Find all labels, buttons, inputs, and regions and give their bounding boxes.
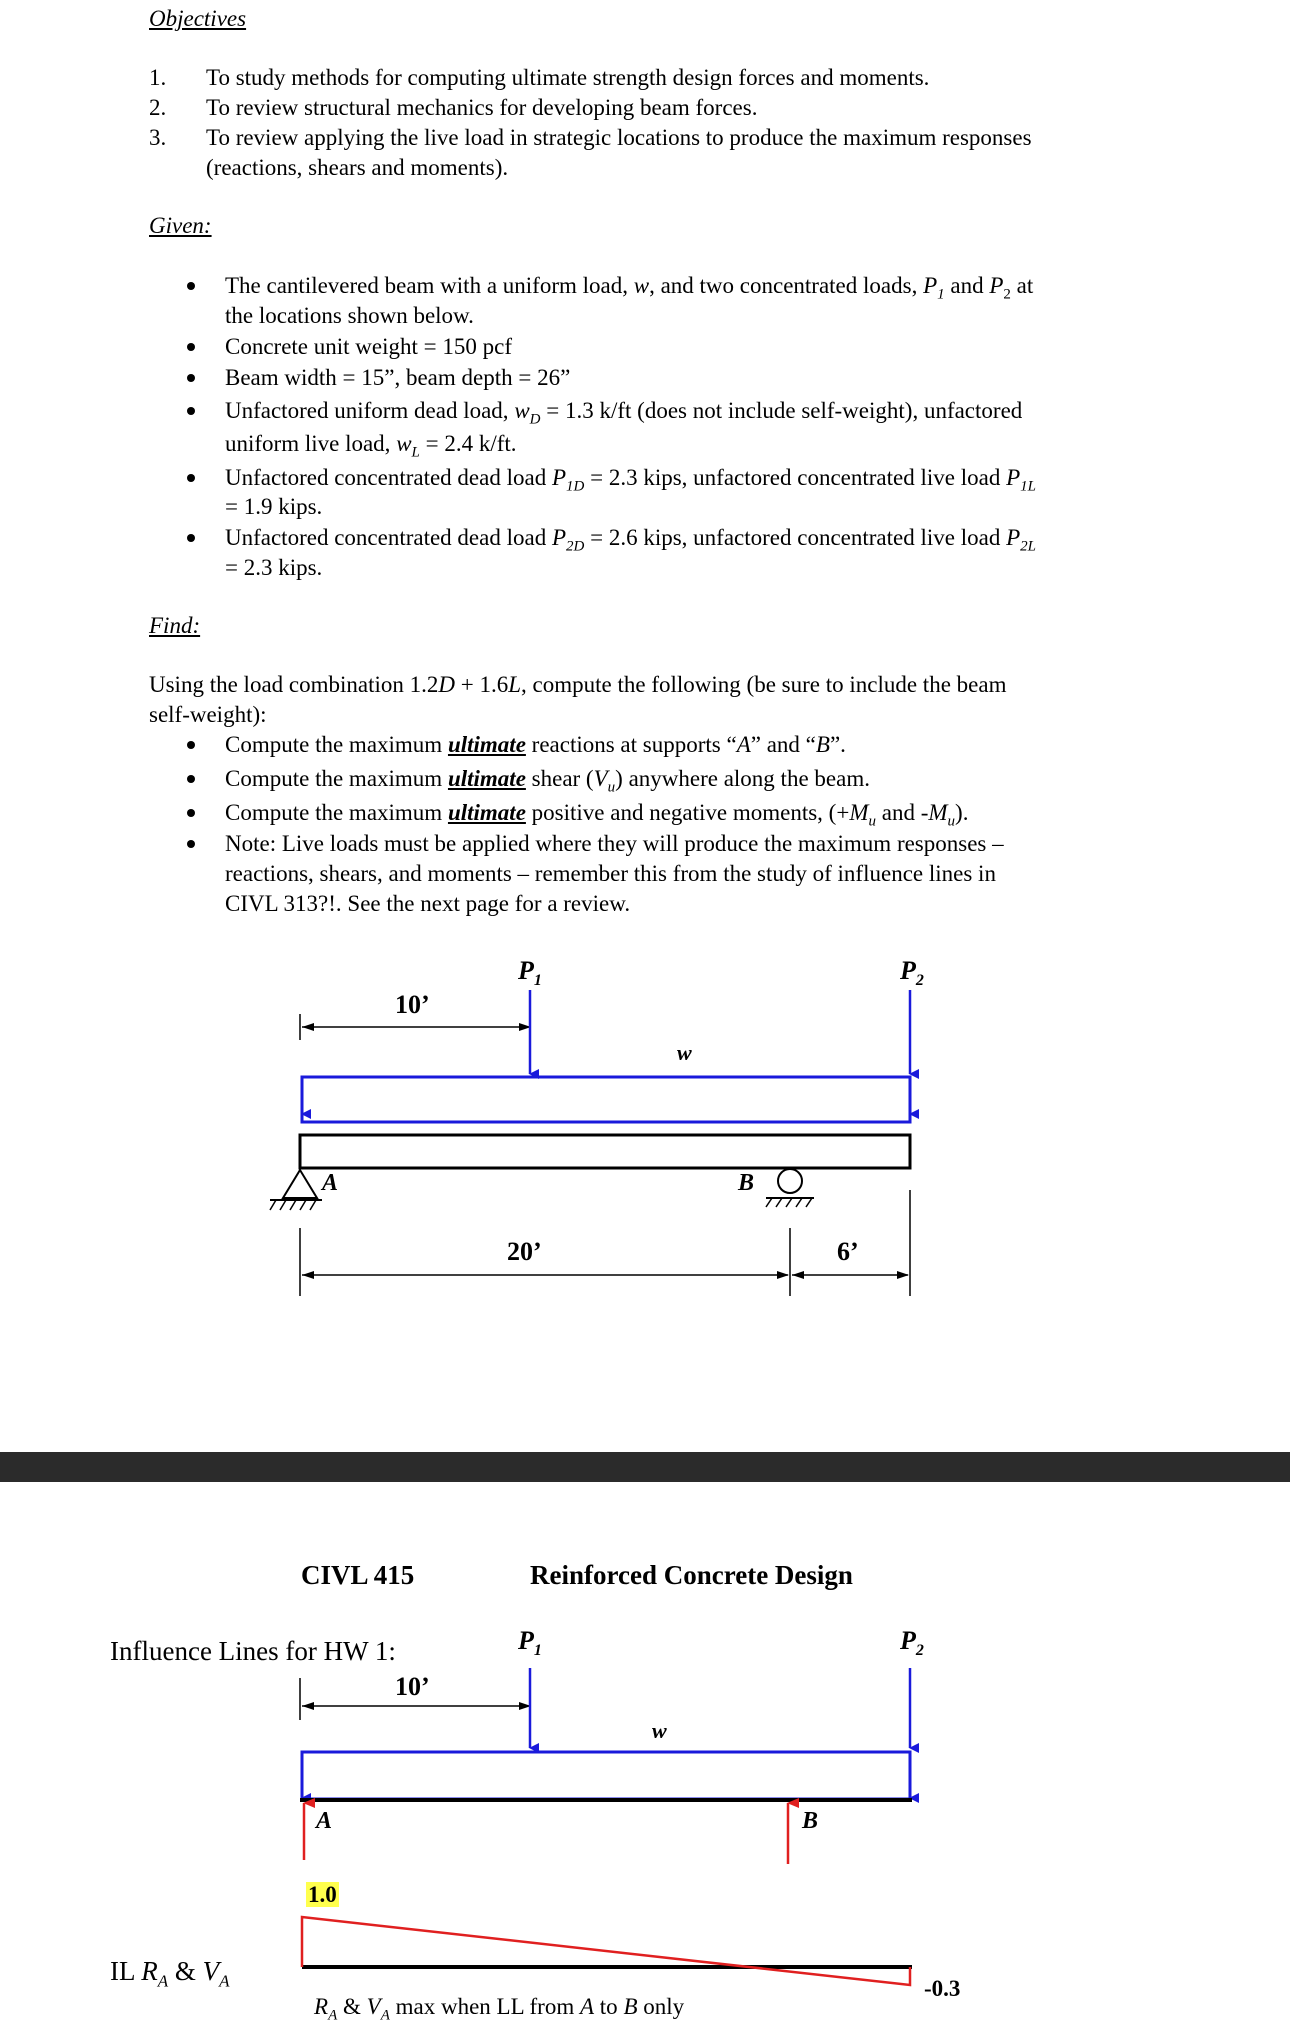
dimension-10ft-label-page2: 10’ <box>395 1672 430 1701</box>
find-item-note-continued: CIVL 313?!. See the next page for a review. <box>225 891 631 916</box>
objective-text-continued: (reactions, shears and moments). <box>206 155 509 180</box>
objective-number: 1. <box>149 65 167 90</box>
given-item-beam-continued: the locations shown below. <box>225 303 474 328</box>
p2-label: $P_2$ <box>900 956 924 990</box>
given-item-p2-loads: Unfactored concentrated dead load $P_{2D} = 2.6$ kips, unfactored concentrated live load $P_{2L}$ <box>225 525 1036 555</box>
roller-support-b-icon <box>766 1169 814 1207</box>
find-heading: Find: <box>149 613 201 638</box>
objective-text: To review applying the live load in strategic locations to produce the maximum responses <box>206 125 1032 150</box>
beam <box>300 1135 910 1168</box>
page-divider <box>0 1452 1290 1482</box>
objective-text: To study methods for computing ultimate strength design forces and moments. <box>206 65 930 90</box>
support-a-label: A <box>322 1170 339 1196</box>
il-value-neg: -0.3 <box>924 1976 961 2001</box>
given-item-uniform-loads: Unfactored uniform dead load, $w_D = 1.3$ k/ft (does not include self-weight), unfactored <box>225 398 1023 428</box>
given-item-uniform-loads-continued: uniform live load, $w_L = 2.4$ k/ft. <box>225 431 517 461</box>
il-note: $R_A$ & $V_A$ max when LL from A to B only <box>314 1994 685 2024</box>
given-item-unit-weight: Concrete unit weight = 150 pcf <box>225 334 512 359</box>
objectives-heading: Objectives <box>149 6 247 31</box>
find-item-shear: Compute the maximum ultimate shear $(V_u)$ anywhere along the beam. <box>225 766 870 796</box>
pin-support-a-icon <box>270 1170 322 1210</box>
uniform-load-w-label: w <box>677 1040 692 1065</box>
p1-label-page2: $P_1$ <box>518 1626 542 1660</box>
given-item-p1-loads-continued: = 1.9 kips. <box>225 494 323 519</box>
dimension-20ft <box>300 1228 788 1296</box>
find-item-note-continued: reactions, shears, and moments – remember this from the study of influence lines in <box>225 861 996 886</box>
p1-label: $P_1$ <box>518 956 542 990</box>
il-value-1: 1.0 <box>308 1882 337 1907</box>
p2-label-page2: $P_2$ <box>900 1626 924 1660</box>
given-item-beam: The cantilevered beam with a uniform load, w, and two concentrated loads, $P_1$ and $P_2$ at <box>225 273 1034 303</box>
dimension-20ft-label: 20’ <box>507 1237 542 1266</box>
influence-lines-title: Influence Lines for HW 1: <box>110 1636 396 1666</box>
influence-line-ra <box>302 1917 912 1985</box>
find-item-reactions: Compute the maximum ultimate reactions at supports “A” and “B”. <box>225 732 846 757</box>
uniform-load-w-label-page2: w <box>652 1718 667 1743</box>
find-item-note: Note: Live loads must be applied where they will produce the maximum responses – <box>225 831 1004 856</box>
support-b-label-page2: B <box>802 1808 819 1834</box>
given-heading: Given: <box>149 213 212 238</box>
find-intro-continued: self-weight): <box>149 702 267 727</box>
objective-number: 2. <box>149 95 167 120</box>
given-item-beam-size: Beam width = 15”, beam depth = 26” <box>225 365 571 390</box>
support-b-label: B <box>738 1170 755 1196</box>
dimension-6ft-label: 6’ <box>837 1237 859 1266</box>
uniform-load-box-page2 <box>302 1752 910 1799</box>
il-ra-va-label: IL $R_A$ & $V_A$ <box>110 1956 230 1991</box>
find-intro: Using the load combination 1.2D + 1.6L, compute the following (be sure to include the beam <box>149 672 1007 697</box>
given-item-p2-loads-continued: = 2.3 kips. <box>225 555 323 580</box>
objective-text: To review structural mechanics for developing beam forces. <box>206 95 758 120</box>
objective-number: 3. <box>149 125 167 150</box>
find-item-moments: Compute the maximum ultimate positive and negative moments, ($+M_u$ and $-M_u$). <box>225 800 969 830</box>
course-number: CIVL 415 <box>301 1560 415 1590</box>
uniform-load-box <box>302 1077 910 1122</box>
given-item-p1-loads: Unfactored concentrated dead load $P_{1D} = 2.3$ kips, unfactored concentrated live load $P_{1L}$ <box>225 465 1036 495</box>
support-a-label-page2: A <box>316 1808 333 1834</box>
dimension-10ft-label: 10’ <box>395 990 430 1019</box>
course-title: Reinforced Concrete Design <box>530 1560 853 1590</box>
